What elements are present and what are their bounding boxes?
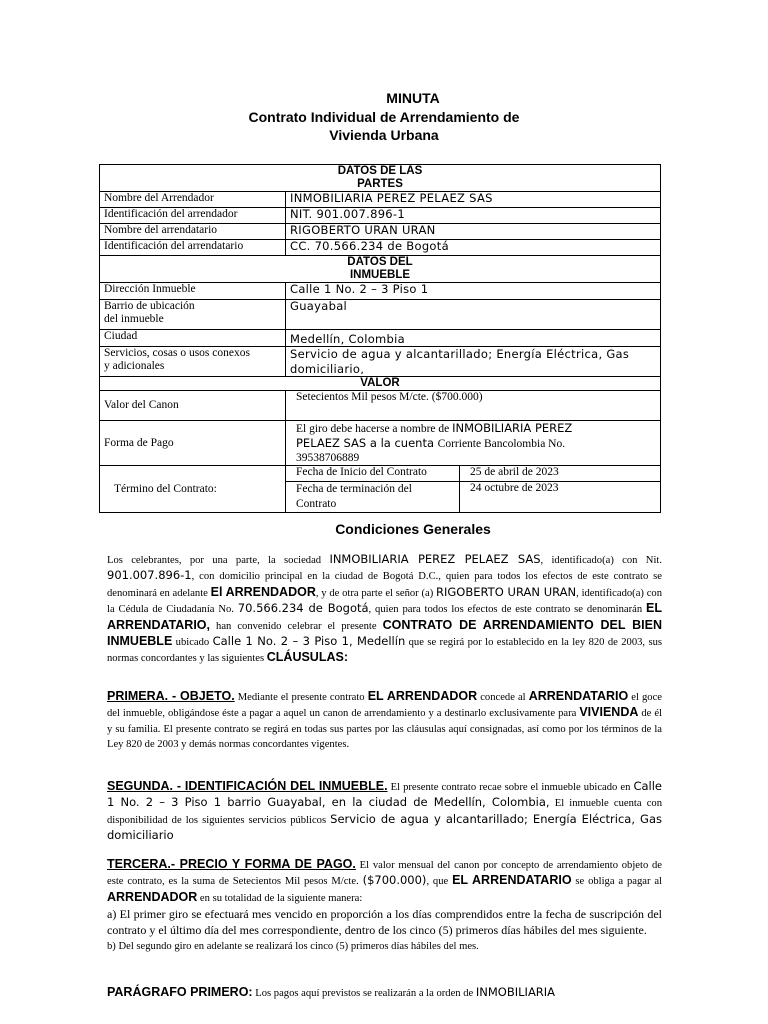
id-arrendatario-value: CC. 70.566.234 de Bogotá: [286, 240, 661, 256]
intro-clausulas: CLÁUSULAS:: [266, 650, 348, 665]
intro-text-7: , y de otra parte el señor (a): [315, 587, 437, 599]
barrio-value: Guayabal: [286, 300, 661, 330]
servicios-value-line-1: Servicio de agua y alcantarillado; Energía Eléctrica, Gas: [290, 347, 630, 361]
tercera-heading: TERCERA.- PRECIO Y FORMA DE PAGO.: [107, 857, 356, 871]
pago-text-6: 39538706889: [296, 452, 360, 464]
paragrafo-primero: [107, 985, 662, 1001]
inicio-label: Fecha de Inicio del Contrato: [286, 466, 460, 482]
primera-text-3: concede al: [477, 692, 529, 703]
segunda-address: Calle 1 No. 2 – 3 Piso 1 barrio Guayabal, en la ciudad de Medellín, Colombia,: [107, 779, 662, 810]
canon-label: Valor del Canon: [100, 391, 286, 421]
parties-header-line-1: DATOS DE LAS: [337, 165, 423, 177]
intro-arrendatario: EL ARRENDATARIO,: [107, 601, 662, 632]
servicios-value-line-2: domiciliario,: [290, 362, 365, 374]
intro-paragraph: [107, 552, 662, 667]
inmueble-header-line-2: INMUEBLE: [349, 269, 411, 281]
segunda-services: Servicio de agua y alcantarillado; Energía Eléctrica, Gas domiciliario: [107, 811, 662, 843]
document-subtitle-line-2: Vivienda Urbana: [329, 127, 439, 143]
barrio-label-line-1: Barrio de ubicación: [104, 300, 195, 312]
canon-value: Setecientos Mil pesos M/cte. ($700.000): [286, 391, 661, 421]
intro-text-5: , con domicilio principal en la ciudad de Bogotá D.C., quien para todos los efectos de este contrato se denominará en adelante: [107, 571, 662, 599]
termino-label: Término del Contrato:: [100, 466, 286, 513]
arrendador-value: INMOBILIARIA PEREZ PELAEZ SAS: [286, 192, 661, 208]
primera-text-7: de él y su familia. El presente contrato se regirá en todas sus partes por las cláusulas aquí consignadas, así como por los términos de la Ley 820 de 2003 y demás normas concordantes vigentes.: [107, 708, 662, 751]
paragrafo-text-1: Los pagos aquí previstos se realizarán a la orden de: [252, 988, 476, 999]
intro-text-1: Los celebrantes, por una parte, la sociedad: [107, 555, 330, 566]
conditions-title: Condiciones Generales: [335, 521, 491, 537]
primera-vivienda: VIVIENDA: [579, 705, 639, 720]
document-title: MINUTA: [386, 90, 440, 106]
clause-segunda: [107, 779, 662, 845]
segunda-text-1: El presente contrato recae sobre el inmueble ubicado en: [387, 782, 634, 793]
tercera-arrendador: ARRENDADOR: [107, 889, 198, 904]
contract-data-table: [99, 164, 661, 513]
intro-text-3: , identificado(a) con Nit.: [540, 555, 662, 566]
inicio-value: 25 de abril de 2023: [460, 466, 661, 482]
pago-text-1: El giro debe hacerse a nombre de: [296, 423, 453, 435]
tercera-text-7: en su totalidad de la siguiente manera:: [197, 892, 363, 904]
intro-text-15: ubicado: [172, 637, 213, 649]
tercera-amount: ($700.000): [362, 873, 427, 888]
primera-text-1: Mediante el presente contrato: [234, 692, 368, 703]
inmueble-section-header: [100, 256, 661, 283]
servicios-value: [286, 347, 661, 377]
terminacion-label-line-1: Fecha de terminación del: [296, 483, 412, 495]
ciudad-value: Medellín, Colombia: [286, 330, 661, 347]
segunda-text-3: El inmueble cuenta con disponibilidad de los siguientes servicios públicos: [107, 798, 662, 826]
intro-text-11: , quien para todos los efectos de este contrato se denominarán: [368, 604, 646, 616]
terminacion-value: 24 octubre de 2023: [460, 482, 661, 513]
intro-text-17: que se regirá por lo establecido en la ley 820 de 2003, sus normas concordantes y las siguientes: [107, 637, 663, 665]
terminacion-label-line-2: Contrato: [296, 498, 337, 510]
servicios-label-line-1: Servicios, cosas o usos conexos: [104, 347, 250, 359]
id-arrendatario-label: Identificación del arrendatario: [100, 240, 286, 256]
valor-section-header: VALOR: [100, 377, 661, 391]
arrendador-label: Nombre del Arrendador: [100, 192, 286, 208]
pago-label: Forma de Pago: [100, 421, 286, 466]
primera-arrendatario: ARRENDATARIO: [528, 689, 629, 703]
tercera-arrendatario: EL ARRENDATARIO: [452, 873, 572, 888]
pago-text-2: INMOBILIARIA PEREZ: [452, 421, 573, 435]
intro-cedula: 70.566.234 de Bogotá: [237, 601, 369, 616]
parties-section-header: [100, 165, 661, 192]
id-arrendador-value: NIT. 901.007.896-1: [286, 208, 661, 224]
intro-contrato: CONTRATO DE ARRENDAMIENTO DEL BIEN INMUEBLE: [107, 617, 662, 649]
primera-heading: PRIMERA. - OBJETO.: [107, 689, 235, 703]
intro-text-9: , identificado(a) con la Cédula de Ciudadanía No.: [107, 587, 662, 616]
clause-primera: [107, 689, 662, 753]
paragrafo-heading: PARÁGRAFO PRIMERO:: [107, 985, 253, 999]
document-subtitle-line-1: Contrato Individual de Arrendamiento de: [248, 109, 520, 125]
intro-arrendatario-name: RIGOBERTO URAN URAN: [436, 584, 577, 599]
arrendatario-value: RIGOBERTO URAN URAN: [286, 224, 661, 240]
id-arrendador-label: Identificación del arrendador: [100, 208, 286, 224]
intro-company: INMOBILIARIA PEREZ PELAEZ SAS: [329, 552, 541, 566]
direccion-value: Calle 1 No. 2 – 3 Piso 1: [286, 283, 661, 300]
tercera-text-1: El valor mensual del canon por concepto de arrendamiento objeto de este contrato, es la suma de Setecientos Mil pesos M/cte.: [107, 860, 663, 888]
intro-text-13: han convenido celebrar el presente: [210, 620, 383, 632]
terminacion-label: [286, 482, 460, 513]
clause-tercera: [107, 857, 662, 955]
direccion-label: Dirección Inmueble: [100, 283, 286, 300]
intro-arrendador: El ARRENDADOR: [210, 584, 316, 599]
parties-header-line-2: PARTES: [357, 178, 403, 190]
servicios-label-line-2: y adicionales: [104, 360, 165, 372]
intro-nit: 901.007.896-1: [107, 568, 192, 583]
inmueble-header-line-1: DATOS DEL: [347, 256, 413, 268]
primera-arrendador: EL ARRENDADOR: [367, 689, 478, 703]
tercera-text-5: se obliga a pagar al: [571, 876, 662, 888]
primera-text-5: el goce del inmueble, obligándose éste a pagar a aquel un canon de arrendamiento y a destinarlo exclusivamente para: [107, 692, 662, 720]
barrio-label: [100, 300, 286, 330]
ciudad-label: Ciudad: [100, 330, 286, 347]
segunda-heading: SEGUNDA. - IDENTIFICACIÓN DEL INMUEBLE.: [107, 779, 388, 793]
tercera-text-3: , que: [426, 876, 453, 888]
intro-address: Calle 1 No. 2 – 3 Piso 1, Medellín: [212, 634, 406, 649]
tercera-item-b: b) Del segundo giro en adelante se realizará los cinco (5) primeros días hábiles del mes.: [107, 941, 479, 953]
arrendatario-label: Nombre del arrendatario: [100, 224, 286, 240]
pago-value: [286, 421, 661, 466]
pago-text-5: Corriente Bancolombia No.: [437, 438, 566, 450]
tercera-item-a: a) El primer giro se efectuará mes vencido en proporción a los días comprendidos entre la fecha de suscripción del contrato y el último día del mes correspondiente, dentro de los cinco (5) primeros días hábiles del mes siguiente.: [107, 907, 662, 938]
pago-text-4: a la cuenta: [366, 436, 438, 450]
pago-text-3: PELAEZ SAS: [296, 436, 367, 450]
paragrafo-company: INMOBILIARIA: [475, 985, 556, 999]
barrio-label-line-2: del inmueble: [104, 313, 164, 325]
servicios-label: [100, 347, 286, 377]
